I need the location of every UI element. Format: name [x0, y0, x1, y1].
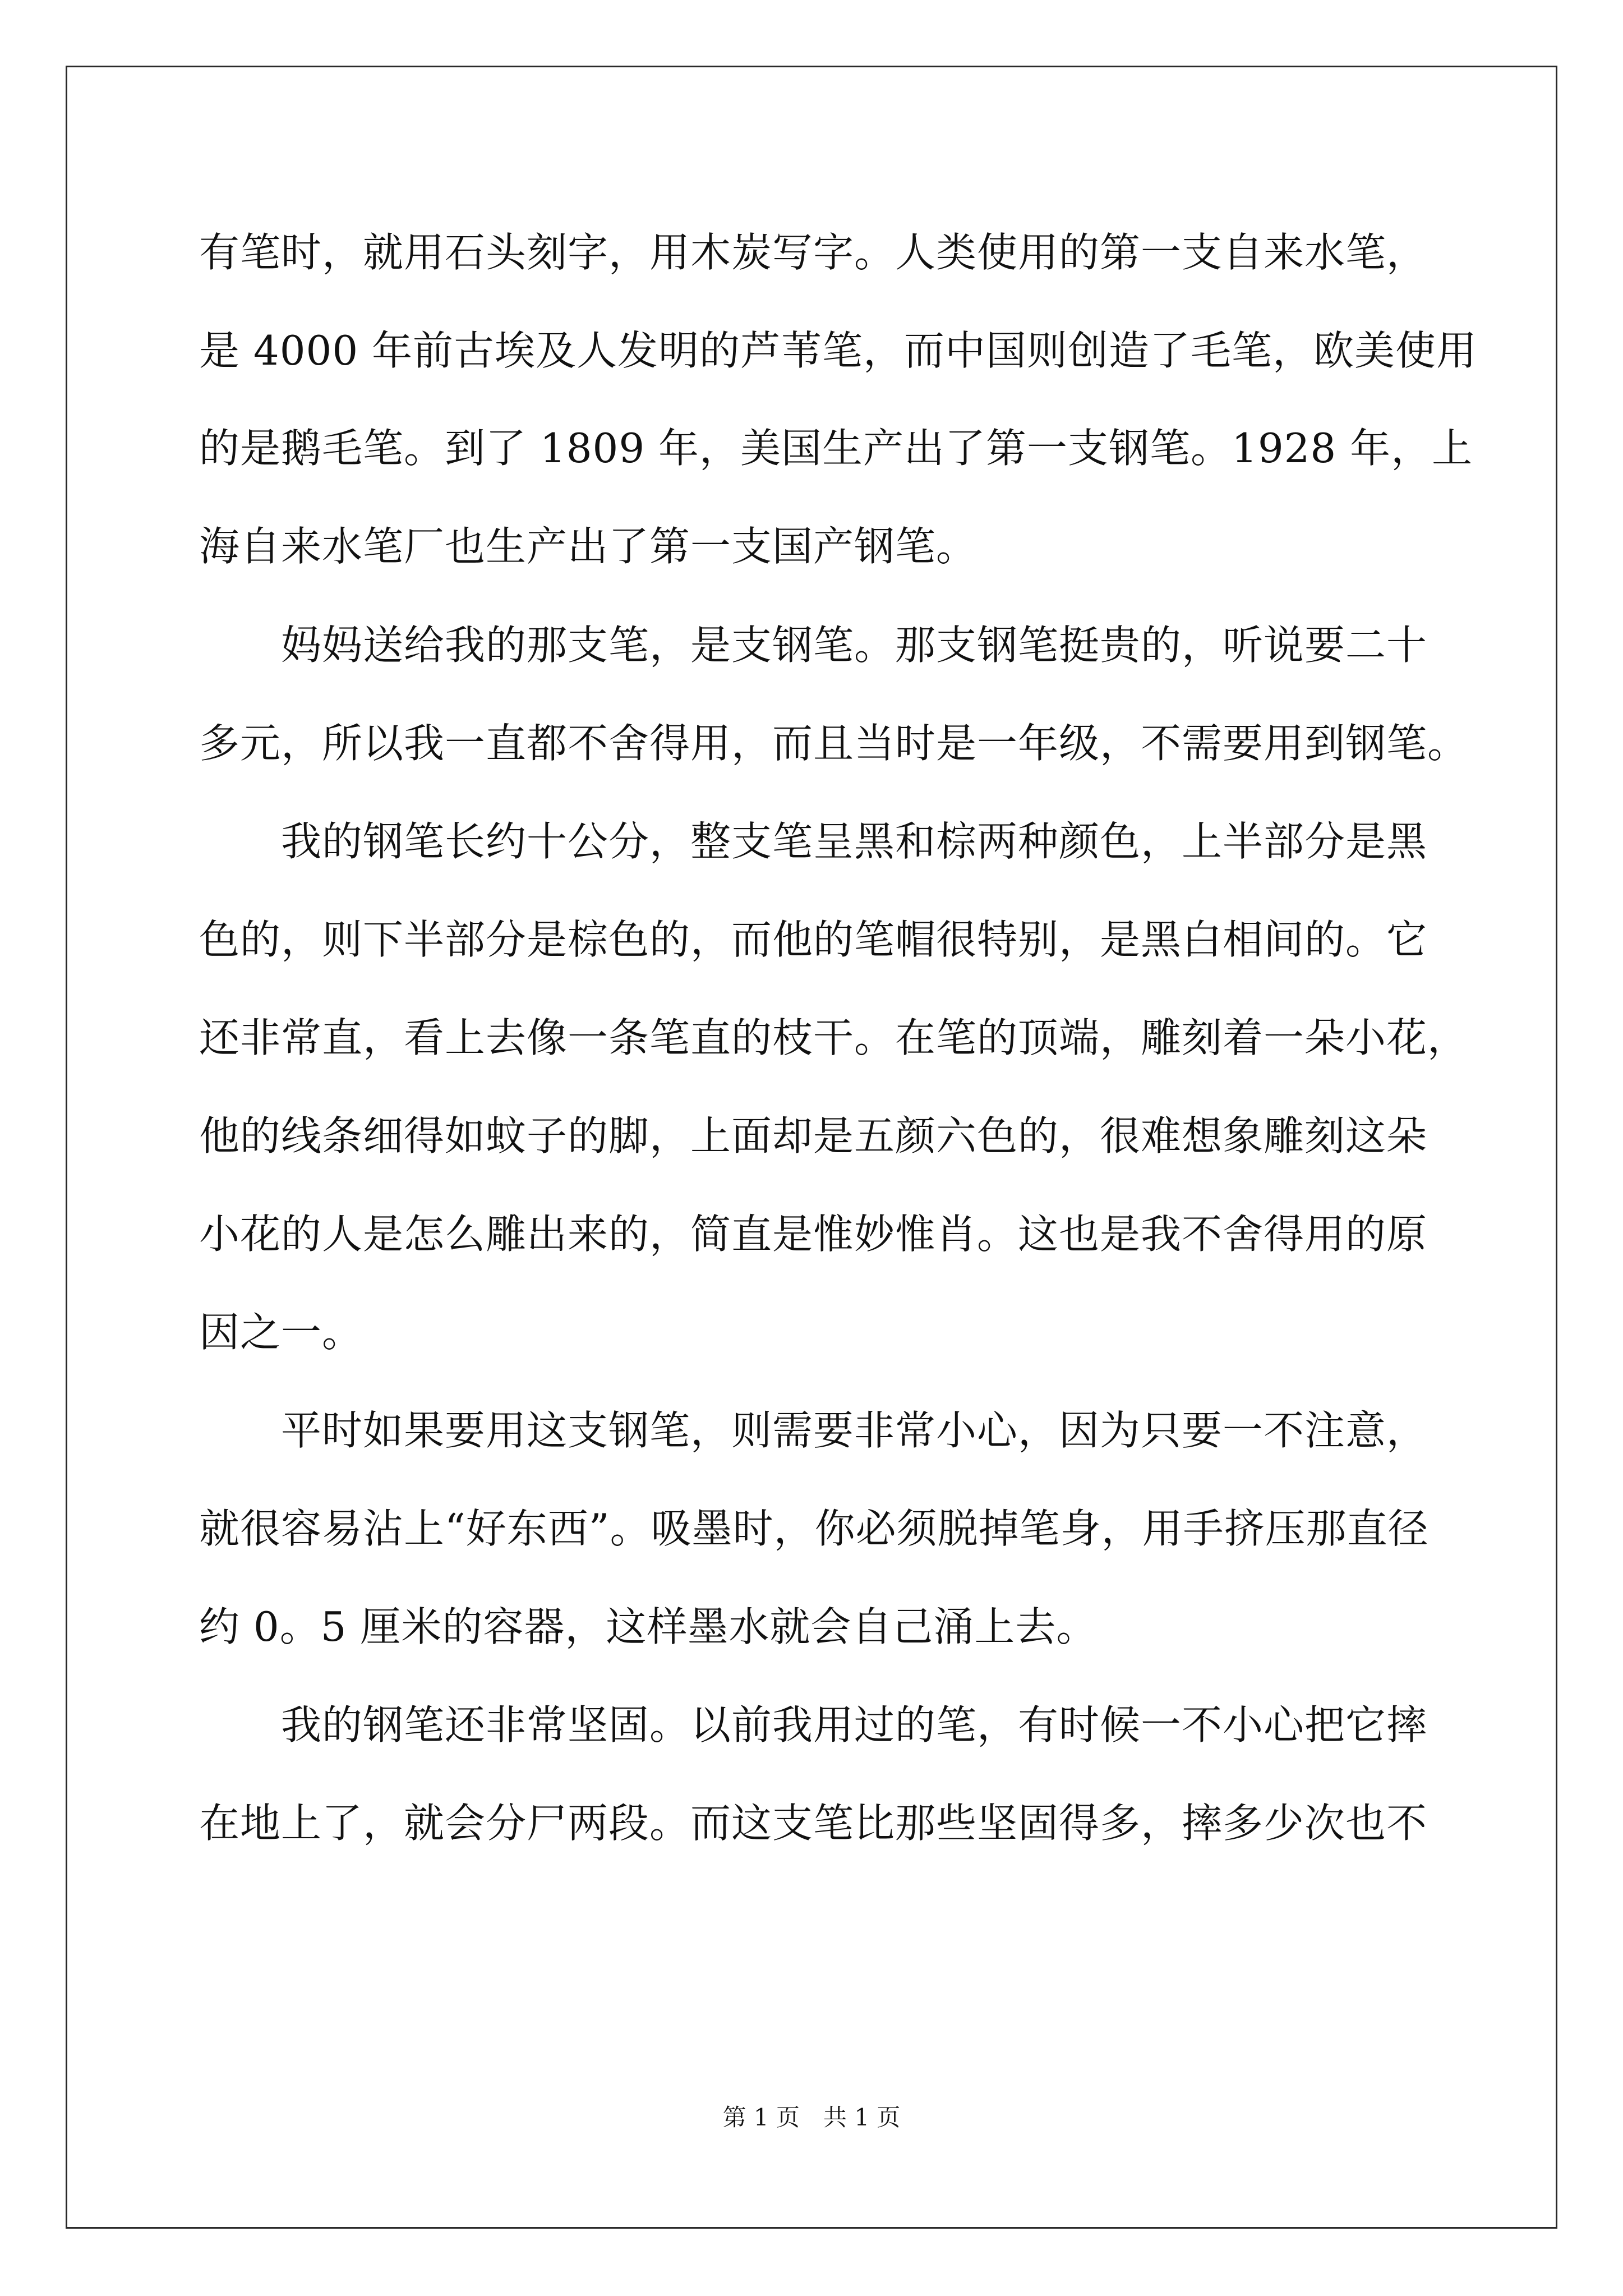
text-line: 就很容易沾上“好东西”。吸墨时，你必须脱掉笔身，用手挤压那直径 — [199, 1505, 1429, 1552]
text-line: 平时如果要用这支钢笔，则需要非常小心，因为只要一不注意， — [199, 1407, 1428, 1454]
text-line: 约 0。5 厘米的容器，这样墨水就会自己涌上去。 — [199, 1603, 1098, 1650]
text-line: 妈妈送给我的那支笔，是支钢笔。那支钢笔挺贵的，听说要二十 — [199, 622, 1428, 669]
text-line: 我的钢笔长约十公分，整支笔呈黑和棕两种颜色，上半部分是黑 — [199, 818, 1428, 865]
text-line: 小花的人是怎么雕出来的，简直是惟妙惟肖。这也是我不舍得用的原 — [199, 1211, 1428, 1258]
text-line: 色的，则下半部分是棕色的，而他的笔帽很特别，是黑白相间的。它 — [199, 916, 1428, 963]
text-line: 多元，所以我一直都不舍得用，而且当时是一年级，不需要用到钢笔。 — [199, 720, 1469, 767]
text-line: 在地上了，就会分尸两段。而这支笔比那些坚固得多，摔多少次也不 — [199, 1800, 1428, 1847]
page-number-footer: 第 1 页 共 1 页 — [722, 2104, 901, 2131]
text-line: 他的线条细得如蚊子的脚，上面却是五颜六色的，很难想象雕刻这朵 — [199, 1112, 1428, 1159]
text-line: 因之一。 — [199, 1309, 363, 1356]
text-line: 的是鹅毛笔。到了 1809 年，美国生产出了第一支钢笔。1928 年，上 — [199, 425, 1473, 472]
text-line: 海自来水笔厂也生产出了第一支国产钢笔。 — [199, 523, 978, 570]
text-line: 是 4000 年前古埃及人发明的芦苇笔，而中国则创造了毛笔，欧美使用 — [199, 327, 1478, 374]
text-line: 还非常直，看上去像一条笔直的枝干。在笔的顶端，雕刻着一朵小花， — [199, 1014, 1469, 1061]
text-line: 有笔时，就用石头刻字，用木炭写字。人类使用的第一支自来水笔， — [199, 229, 1428, 276]
text-line: 我的钢笔还非常坚固。以前我用过的笔，有时候一不小心把它摔 — [199, 1701, 1428, 1749]
